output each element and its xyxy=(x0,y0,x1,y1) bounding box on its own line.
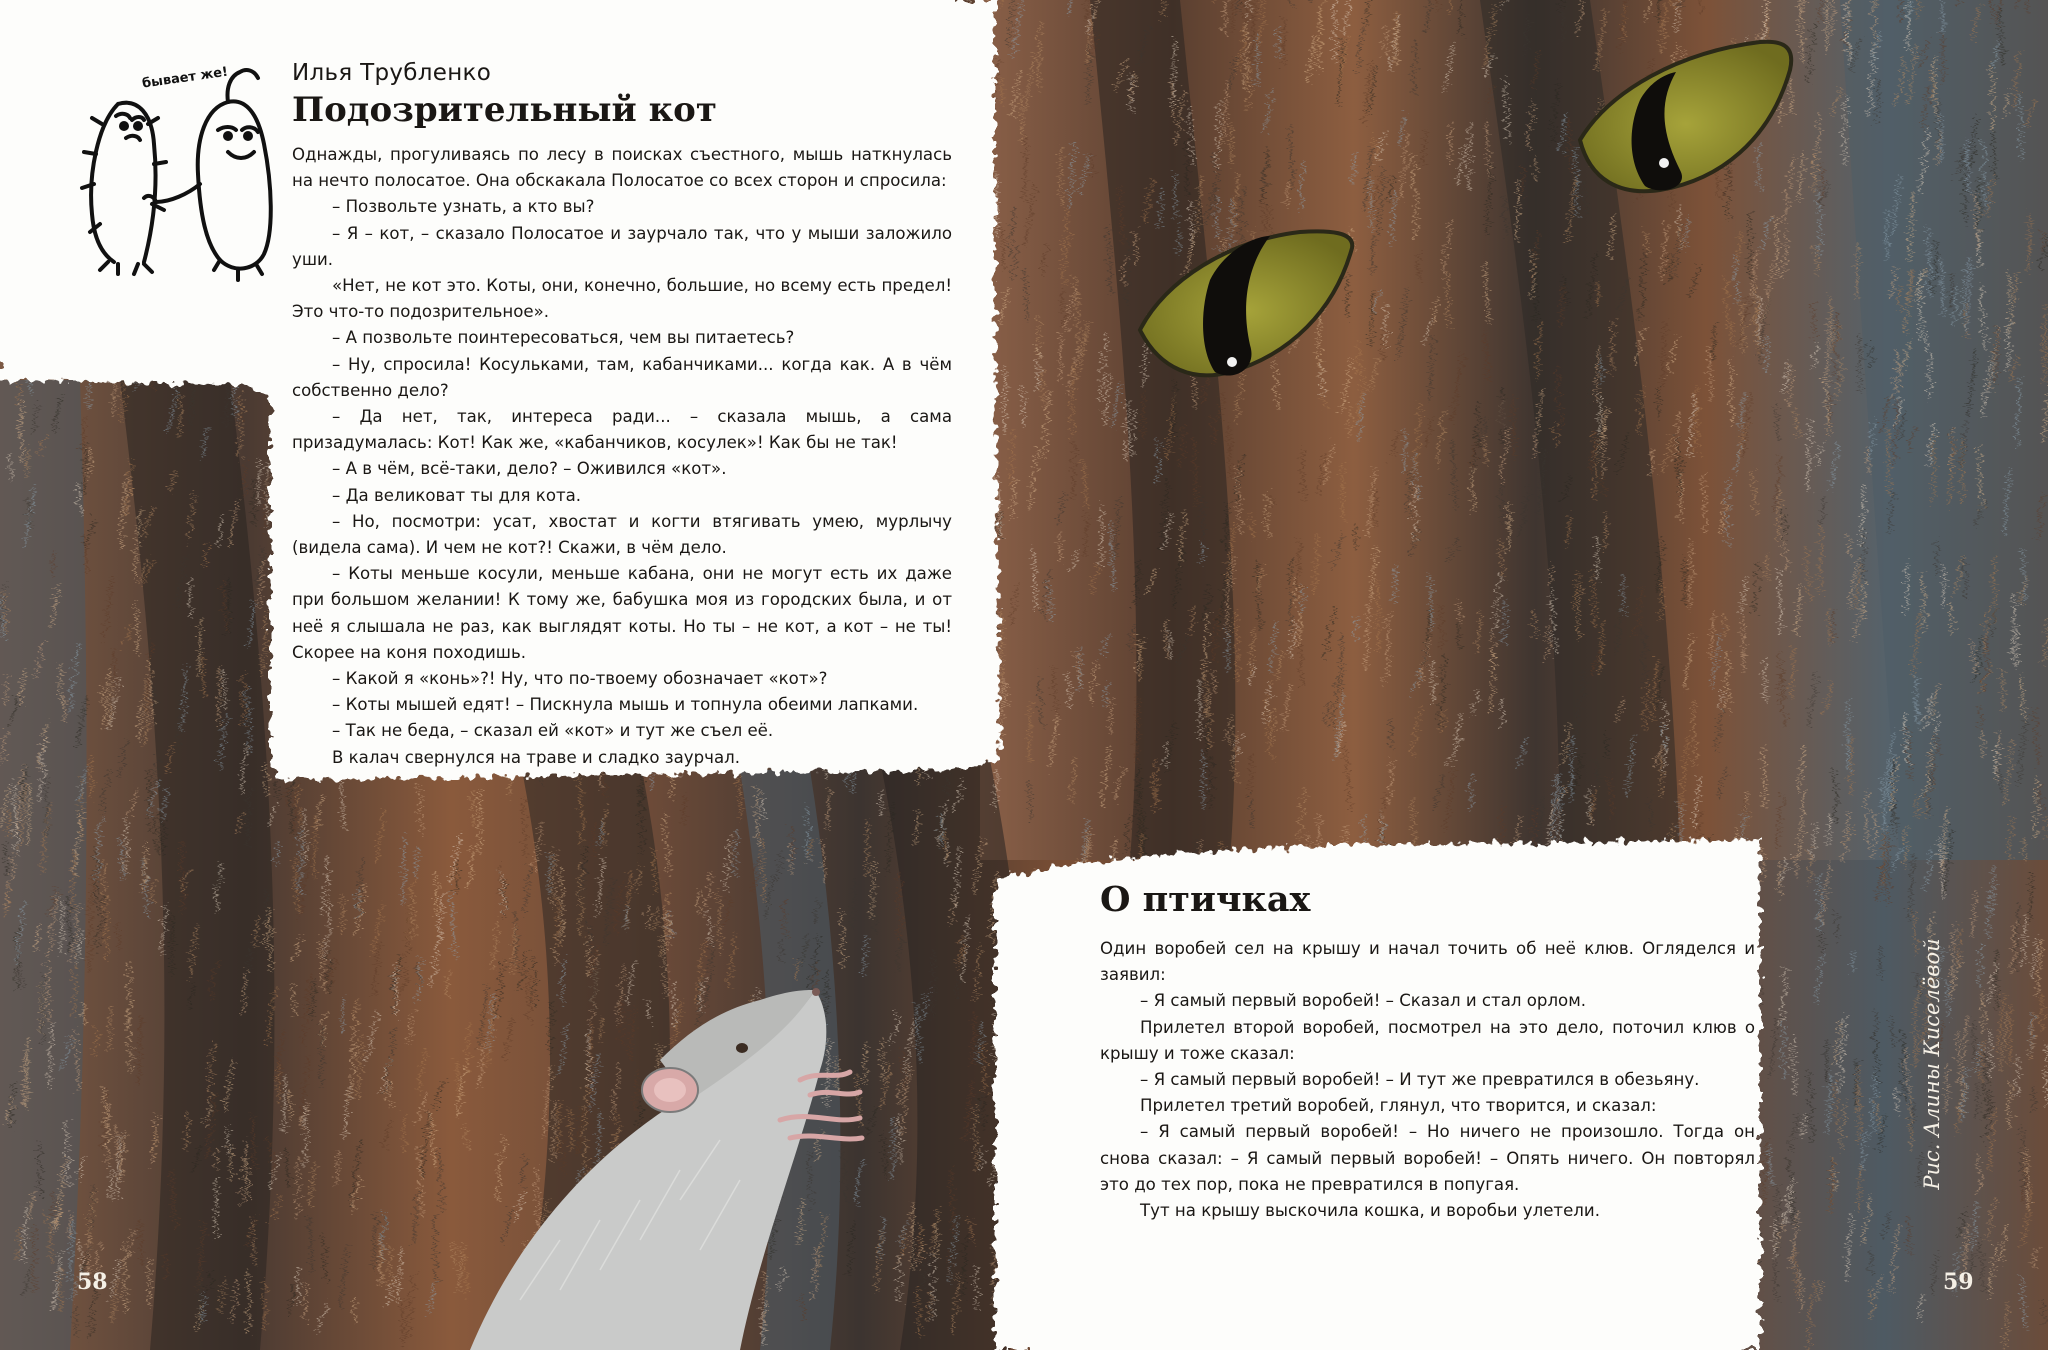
paragraph: – Но, посмотри: усат, хвостат и когти втягивать умею, мурлычу (видела сама). И чем не кот?! Скажи, в чём дело. xyxy=(292,511,952,558)
mascot-drawing xyxy=(78,64,288,284)
story-title: О птичках xyxy=(1100,879,1311,920)
paragraph: – А в чём, всё-таки, дело? – Оживился «кот». xyxy=(332,459,727,479)
paragraph: – Ну, спросила! Косульками, там, кабанчиками... когда как. А в чём собственно дело? xyxy=(292,354,952,400)
story-suspicious-cat xyxy=(292,58,952,771)
page-number-right: 59 xyxy=(1943,1269,1974,1295)
paragraph: – Позвольте узнать, а кто вы? xyxy=(332,197,595,217)
paragraph: – Так не беда, – сказал ей «кот» и тут же съел её. xyxy=(332,721,774,741)
paragraph: – Я самый первый воробей! – И тут же превратился в обезьяну. xyxy=(1140,1070,1700,1090)
paragraph: Один воробей сел на крышу и начал точить об неё клюв. Огляделся и заявил: xyxy=(1100,939,1755,985)
story-body xyxy=(1100,936,1755,1224)
story-body xyxy=(292,142,952,771)
paragraph: В калач свернулся на траве и сладко заурчал. xyxy=(332,747,741,767)
story-title: Подозрительный кот xyxy=(292,90,717,130)
mascot-caption: бывает же! xyxy=(141,64,229,92)
paragraph: Тут на крышу выскочила кошка, и воробьи улетели. xyxy=(1140,1201,1600,1221)
paragraph: – Да великоват ты для кота. xyxy=(332,485,582,505)
illustration-credit: Рис. Алины Киселёвой xyxy=(1920,938,1944,1190)
author-name: Илья Трубленко xyxy=(292,60,492,86)
paragraph: – Я самый первый воробей! – Сказал и стал орлом. xyxy=(1140,991,1587,1011)
page-number-left: 58 xyxy=(77,1269,108,1295)
paragraph: – Да нет, так, интереса ради... – сказала мышь, а сама призадумалась: Кот! Как же, «кабанчиков, косулек»! Как бы не так! xyxy=(292,407,952,453)
story-about-birds xyxy=(1100,878,1755,1224)
paragraph: «Нет, не кот это. Коты, они, конечно, большие, но всему есть предел! Это что-то подозрительное». xyxy=(292,276,952,322)
paragraph: Прилетел второй воробей, посмотрел на это дело, поточил клюв о крышу и тоже сказал: xyxy=(1100,1017,1755,1063)
paragraph: – Я – кот, – сказало Полосатое и заурчало так, что у мыши заложило уши. xyxy=(292,223,952,269)
paragraph: – Коты мышей едят! – Пискнула мышь и топнула обеими лапками. xyxy=(332,695,919,715)
paragraph: – Я самый первый воробей! – Но ничего не произошло. Тогда он снова сказал: – Я самый первый воробей! – Опять ничего. Он повторял это до тех пор, пока не превратился в попугая. xyxy=(1100,1122,1755,1194)
paragraph: Однажды, прогуливаясь по лесу в поисках съестного, мышь наткнулась на нечто полосатое. Она обскакала Полосатое со всех сторон и спросила: xyxy=(292,145,952,191)
paragraph: – А позвольте поинтересоваться, чем вы питаетесь? xyxy=(332,328,795,348)
paragraph: – Какой я «конь»?! Ну, что по-твоему обозначает «кот»? xyxy=(332,669,828,689)
paragraph: – Коты меньше косули, меньше кабана, они не могут есть их даже при большом желании! К тому же, бабушка моя из городских была, и от неё я слышала не раз, как выглядят коты. Но ты – не кот, а кот – не ты! Скорее на коня походишь. xyxy=(292,564,952,662)
paragraph: Прилетел третий воробей, глянул, что творится, и сказал: xyxy=(1140,1096,1657,1116)
